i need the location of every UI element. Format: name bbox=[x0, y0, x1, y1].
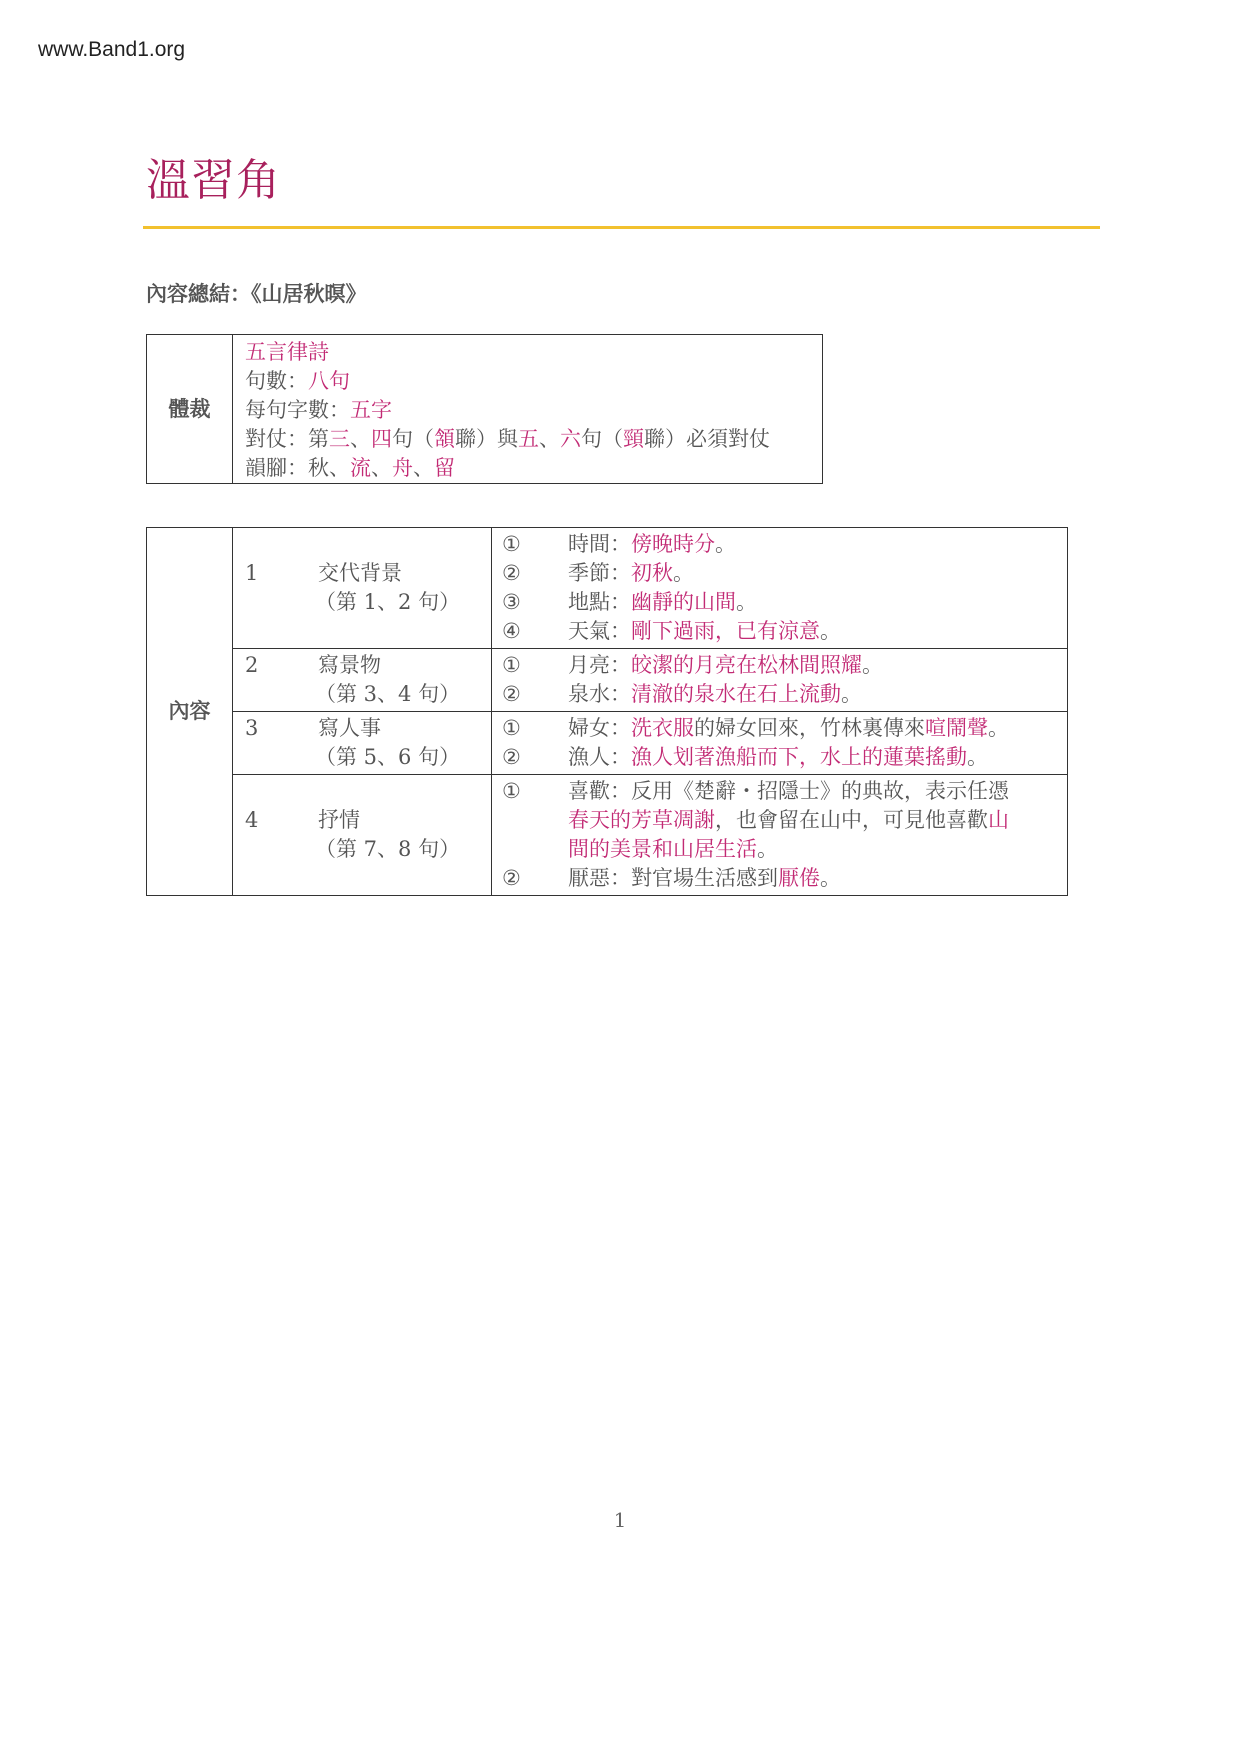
highlighted-text: 漁人划著漁船而下，水上的蓮葉搖動 bbox=[631, 745, 967, 769]
text-segment: 婦女： bbox=[568, 716, 631, 740]
item-text bbox=[568, 864, 1067, 893]
summary-item bbox=[492, 680, 1067, 709]
item-marker: ① bbox=[502, 532, 521, 556]
highlighted-text: 幽靜的山間 bbox=[631, 590, 736, 614]
form-label: 體裁 bbox=[168, 396, 211, 421]
text-segment: 地點： bbox=[568, 590, 631, 614]
highlighted-text: 剛下過雨，已有涼意 bbox=[631, 619, 820, 643]
text-segment: 。 bbox=[673, 561, 694, 585]
text-segment: 。 bbox=[967, 745, 988, 769]
item-marker bbox=[492, 835, 568, 864]
section-title: 寫人事 bbox=[318, 716, 381, 740]
text-segment: 漁人： bbox=[568, 745, 631, 769]
text-segment: 。 bbox=[757, 837, 778, 861]
text-segment: 。 bbox=[736, 590, 757, 614]
highlighted-text: 喧鬧聲 bbox=[925, 716, 988, 740]
item-marker: ④ bbox=[502, 619, 521, 643]
highlighted-text: 初秋 bbox=[631, 561, 673, 585]
text-segment: 時間： bbox=[568, 532, 631, 556]
highlighted-text: 舟 bbox=[392, 456, 413, 480]
text-segment: 、 bbox=[371, 456, 392, 480]
section-line-range: （第 1、2 句） bbox=[315, 590, 461, 614]
item-marker: ① bbox=[502, 779, 521, 803]
highlighted-text: 洗衣服 bbox=[631, 716, 694, 740]
section-title: 交代背景 bbox=[318, 561, 402, 585]
item-marker: ① bbox=[502, 653, 521, 677]
title-divider bbox=[143, 226, 1100, 229]
summary-item bbox=[492, 588, 1067, 617]
summary-item bbox=[492, 806, 1067, 835]
highlighted-text: 五字 bbox=[350, 398, 392, 422]
content-table bbox=[146, 527, 1068, 896]
summary-item bbox=[492, 864, 1067, 893]
highlighted-text: 皎潔的月亮在松林間照耀 bbox=[631, 653, 862, 677]
section-title: 抒情 bbox=[318, 808, 360, 832]
content-label: 內容 bbox=[168, 699, 211, 723]
section-items-cell bbox=[492, 712, 1068, 775]
text-segment: 對仗：第 bbox=[245, 427, 329, 451]
highlighted-text: 六 bbox=[560, 427, 581, 451]
item-marker: ② bbox=[502, 561, 521, 585]
text-segment: 、 bbox=[413, 456, 434, 480]
text-segment: 、 bbox=[539, 427, 560, 451]
section-cell bbox=[233, 775, 492, 896]
highlighted-text: 傍晚時分 bbox=[631, 532, 715, 556]
text-segment: 句（ bbox=[581, 427, 623, 451]
text-segment: 。 bbox=[820, 866, 841, 890]
item-marker: ② bbox=[502, 866, 521, 890]
item-marker: ② bbox=[502, 745, 521, 769]
text-segment: 每句字數： bbox=[245, 398, 350, 422]
text-segment: 厭惡：對官場生活感到 bbox=[568, 866, 778, 890]
text-segment: 韻腳：秋、 bbox=[245, 456, 350, 480]
form-line bbox=[245, 338, 822, 367]
text-segment: 天氣： bbox=[568, 619, 631, 643]
highlighted-text: 流 bbox=[350, 456, 371, 480]
highlighted-text: 厭倦 bbox=[778, 866, 820, 890]
content-label-cell bbox=[147, 528, 233, 896]
content-section-row bbox=[147, 712, 1068, 775]
content-section-row bbox=[147, 775, 1068, 896]
item-text bbox=[568, 559, 1067, 588]
item-text bbox=[568, 651, 1067, 680]
highlighted-text: 頷 bbox=[434, 427, 455, 451]
text-segment: 。 bbox=[988, 716, 1009, 740]
section-line-range: （第 5、6 句） bbox=[315, 745, 461, 769]
item-marker bbox=[492, 806, 568, 835]
text-segment: 句數： bbox=[245, 369, 308, 393]
text-segment: 喜歡：反用《楚辭・招隱士》的典故，表示任憑 bbox=[568, 779, 1009, 803]
page-number: 1 bbox=[613, 1508, 627, 1532]
section-number: 4 bbox=[245, 808, 259, 832]
section-line-range: （第 7、8 句） bbox=[315, 837, 461, 861]
section-cell bbox=[233, 649, 492, 712]
item-text bbox=[568, 806, 1067, 835]
section-cell bbox=[233, 712, 492, 775]
section-line-range: （第 3、4 句） bbox=[315, 682, 461, 706]
item-text bbox=[568, 588, 1067, 617]
summary-item bbox=[492, 530, 1067, 559]
highlighted-text: 頸 bbox=[623, 427, 644, 451]
text-segment: 月亮： bbox=[568, 653, 631, 677]
item-marker: ③ bbox=[502, 590, 521, 614]
text-segment: 。 bbox=[862, 653, 883, 677]
text-segment: 。 bbox=[715, 532, 736, 556]
item-marker: ① bbox=[502, 716, 521, 740]
section-number: 2 bbox=[245, 653, 259, 677]
text-segment: 。 bbox=[820, 619, 841, 643]
highlighted-text: 八句 bbox=[308, 369, 350, 393]
text-segment: 聯）必須對仗 bbox=[644, 427, 770, 451]
text-segment: 的婦女回來，竹林裏傳來 bbox=[694, 716, 925, 740]
highlighted-text: 三 bbox=[329, 427, 350, 451]
item-text bbox=[568, 835, 1067, 864]
summary-item bbox=[492, 714, 1067, 743]
section-cell bbox=[233, 528, 492, 649]
content-section-row bbox=[147, 649, 1068, 712]
form-line bbox=[245, 425, 822, 454]
form-lines-cell bbox=[233, 335, 823, 484]
highlighted-text: 四 bbox=[371, 427, 392, 451]
form-line bbox=[245, 367, 822, 396]
text-segment: 泉水： bbox=[568, 682, 631, 706]
item-marker: ② bbox=[502, 682, 521, 706]
text-segment: 聯）與 bbox=[455, 427, 518, 451]
highlighted-text: 五言律詩 bbox=[245, 340, 329, 364]
section-title: 寫景物 bbox=[318, 653, 381, 677]
highlighted-text: 清澈的泉水在石上流動 bbox=[631, 682, 841, 706]
section-items-cell bbox=[492, 649, 1068, 712]
summary-item bbox=[492, 617, 1067, 646]
text-segment: 季節： bbox=[568, 561, 631, 585]
section-items-cell bbox=[492, 775, 1068, 896]
section-items-cell bbox=[492, 528, 1068, 649]
form-line bbox=[245, 396, 822, 425]
summary-item bbox=[492, 559, 1067, 588]
text-segment: 句（ bbox=[392, 427, 434, 451]
summary-item bbox=[492, 651, 1067, 680]
item-text bbox=[568, 714, 1067, 743]
section-number: 3 bbox=[245, 716, 259, 740]
form-table bbox=[146, 334, 823, 484]
item-text bbox=[568, 743, 1067, 772]
section-number: 1 bbox=[245, 561, 259, 585]
content-section-row bbox=[147, 528, 1068, 649]
highlighted-text: 山 bbox=[988, 808, 1009, 832]
summary-item bbox=[492, 777, 1067, 806]
highlighted-text: 留 bbox=[434, 456, 455, 480]
form-label-cell bbox=[147, 335, 233, 484]
highlighted-text: 間的美景和山居生活 bbox=[568, 837, 757, 861]
highlighted-text: 五 bbox=[518, 427, 539, 451]
item-text bbox=[568, 530, 1067, 559]
text-segment: 、 bbox=[350, 427, 371, 451]
item-text bbox=[568, 777, 1067, 806]
site-watermark: www.Band1.org bbox=[38, 38, 186, 61]
page-title: 溫習角 bbox=[146, 155, 281, 206]
highlighted-text: 春天的芳草凋謝 bbox=[568, 808, 715, 832]
text-segment: ，也會留在山中，可見他喜歡 bbox=[715, 808, 988, 832]
item-text bbox=[568, 617, 1067, 646]
form-line bbox=[245, 454, 822, 483]
item-text bbox=[568, 680, 1067, 709]
text-segment: 。 bbox=[841, 682, 862, 706]
summary-item bbox=[492, 835, 1067, 864]
summary-item bbox=[492, 743, 1067, 772]
summary-heading: 內容總結：《山居秋暝》 bbox=[146, 282, 367, 306]
